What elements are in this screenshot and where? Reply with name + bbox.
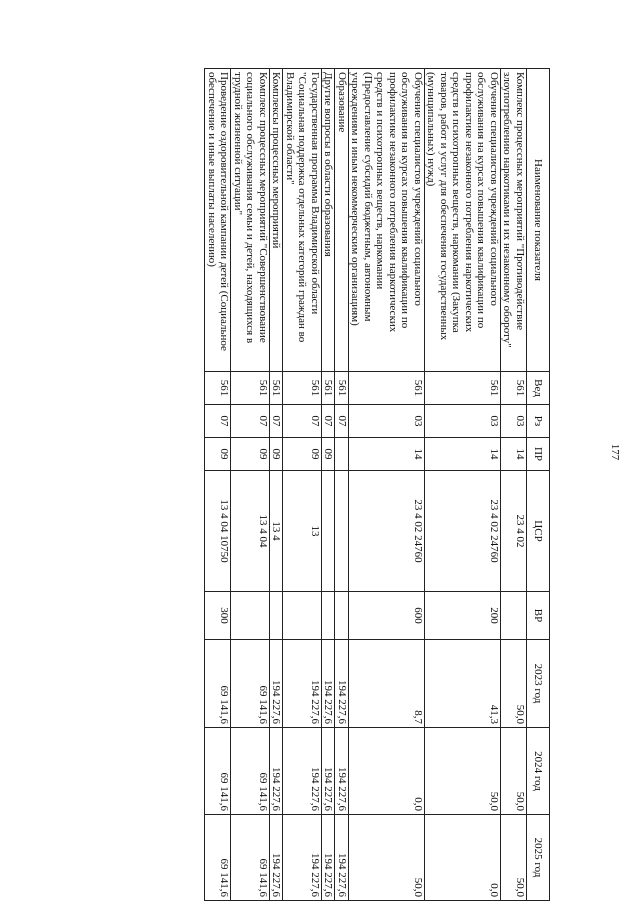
row-rz: 03 <box>349 405 425 438</box>
row-rz: 03 <box>501 405 527 438</box>
row-2025: 194 227,6 <box>322 815 336 901</box>
row-vr: 300 <box>205 592 231 640</box>
row-2024: 194 227,6 <box>270 728 284 815</box>
row-name: Проведение оздоровительной кампании детей (Социальное обеспечение и иные выплаты населению) <box>205 69 231 372</box>
row-ved: 561 <box>335 372 349 405</box>
row-2024: 194 227,6 <box>283 728 322 815</box>
row-2025: 69 141,6 <box>231 815 270 901</box>
budget-table <box>205 68 551 901</box>
row-rz: 07 <box>335 405 349 438</box>
row-name: Обучение специалистов учреждений социального обслуживания на курсах повышения квалификации по профилактике незаконного потребления наркотических средств и психотропных веществ, наркомании (Закупка товаров, работ и услуг для обеспечения государственных (муниципальных) нужд) <box>425 69 501 372</box>
header-2023: 2023 год <box>527 640 550 728</box>
row-name: Комплекс процессных мероприятий "Совершенствование социального обслуживания семьи и детей, находящихся в трудной жизненной ситуации" <box>231 69 270 372</box>
row-name: Образование <box>335 69 349 372</box>
row-ved: 561 <box>231 372 270 405</box>
row-2024: 50,0 <box>425 728 501 815</box>
row-csr: 13 4 <box>270 471 284 592</box>
row-2023: 41,3 <box>425 640 501 728</box>
row-2025: 194 227,6 <box>283 815 322 901</box>
row-vr <box>283 592 322 640</box>
row-csr: 13 <box>283 471 322 592</box>
table-row <box>335 69 349 901</box>
row-2025: 69 141,6 <box>205 815 231 901</box>
row-2023: 69 141,6 <box>205 640 231 728</box>
table-row <box>349 69 425 901</box>
table-row <box>283 69 322 901</box>
row-2024: 194 227,6 <box>335 728 349 815</box>
row-2023: 8,7 <box>349 640 425 728</box>
row-csr: 23 4 02 24760 <box>349 471 425 592</box>
row-ved: 561 <box>349 372 425 405</box>
row-ved: 561 <box>425 372 501 405</box>
row-2023: 194 227,6 <box>335 640 349 728</box>
header-name: Наименование показателя <box>527 69 550 372</box>
row-2023: 50,0 <box>501 640 527 728</box>
row-ved: 561 <box>283 372 322 405</box>
row-ved: 561 <box>322 372 336 405</box>
row-pr: 14 <box>425 438 501 471</box>
row-csr: 13 4 04 <box>231 471 270 592</box>
row-name: Обучение специалистов учреждений социального обслуживания на курсах повышения квалификации по профилактике незаконного потребления наркотических средств и психотропных веществ, наркомании (Предоставление субсидий бюджетным, автономным учреждениям и иным некоммерческим организациям) <box>349 69 425 372</box>
row-csr: 23 4 02 <box>501 471 527 592</box>
header-ved: Вед <box>527 372 550 405</box>
row-csr: 23 4 02 24760 <box>425 471 501 592</box>
row-vr: 200 <box>425 592 501 640</box>
row-2025: 194 227,6 <box>335 815 349 901</box>
header-vr: ВР <box>527 592 550 640</box>
table-row <box>501 69 527 901</box>
table-header-row <box>527 69 550 901</box>
budget-table-container <box>70 68 550 898</box>
page-number: 177 <box>609 443 621 461</box>
row-pr <box>335 438 349 471</box>
row-2024: 69 141,6 <box>231 728 270 815</box>
row-ved: 561 <box>270 372 284 405</box>
row-2025: 0,0 <box>425 815 501 901</box>
table-row <box>425 69 501 901</box>
row-2025: 194 227,6 <box>270 815 284 901</box>
row-2023: 194 227,6 <box>322 640 336 728</box>
row-vr <box>322 592 336 640</box>
row-ved: 561 <box>501 372 527 405</box>
header-rz: Рз <box>527 405 550 438</box>
row-rz: 03 <box>425 405 501 438</box>
row-rz: 07 <box>205 405 231 438</box>
row-vr <box>270 592 284 640</box>
row-2023: 69 141,6 <box>231 640 270 728</box>
row-ved: 561 <box>205 372 231 405</box>
row-pr: 09 <box>205 438 231 471</box>
row-name: Комплексы процессных мероприятий <box>270 69 284 372</box>
row-2024: 69 141,6 <box>205 728 231 815</box>
row-rz: 07 <box>283 405 322 438</box>
row-rz: 07 <box>231 405 270 438</box>
row-csr <box>335 471 349 592</box>
table-row <box>231 69 270 901</box>
row-vr <box>231 592 270 640</box>
row-2024: 194 227,6 <box>322 728 336 815</box>
row-name: Государственная программа Владимирской области "Социальная поддержка отдельных категорий граждан во Владимирской области" <box>283 69 322 372</box>
header-2025: 2025 год <box>527 815 550 901</box>
row-2024: 50,0 <box>501 728 527 815</box>
row-name: Другие вопросы в области образования <box>322 69 336 372</box>
row-2024: 0,0 <box>349 728 425 815</box>
row-rz: 07 <box>270 405 284 438</box>
header-csr: ЦСР <box>527 471 550 592</box>
row-csr: 13 4 04 10750 <box>205 471 231 592</box>
row-2023: 194 227,6 <box>283 640 322 728</box>
row-pr: 09 <box>270 438 284 471</box>
row-name: Комплекс процессных мероприятий "Противодействие злоупотреблению наркотиками и их незаконному обороту" <box>501 69 527 372</box>
header-2024: 2024 год <box>527 728 550 815</box>
row-2025: 50,0 <box>349 815 425 901</box>
table-row <box>205 69 231 901</box>
row-pr: 09 <box>231 438 270 471</box>
row-pr: 14 <box>349 438 425 471</box>
row-pr: 09 <box>283 438 322 471</box>
row-pr: 09 <box>322 438 336 471</box>
row-vr: 600 <box>349 592 425 640</box>
row-vr <box>335 592 349 640</box>
row-csr <box>322 471 336 592</box>
table-row <box>270 69 284 901</box>
row-2025: 50,0 <box>501 815 527 901</box>
row-rz: 07 <box>322 405 336 438</box>
row-pr: 14 <box>501 438 527 471</box>
header-pr: ПР <box>527 438 550 471</box>
row-2023: 194 227,6 <box>270 640 284 728</box>
table-row <box>322 69 336 901</box>
row-vr <box>501 592 527 640</box>
